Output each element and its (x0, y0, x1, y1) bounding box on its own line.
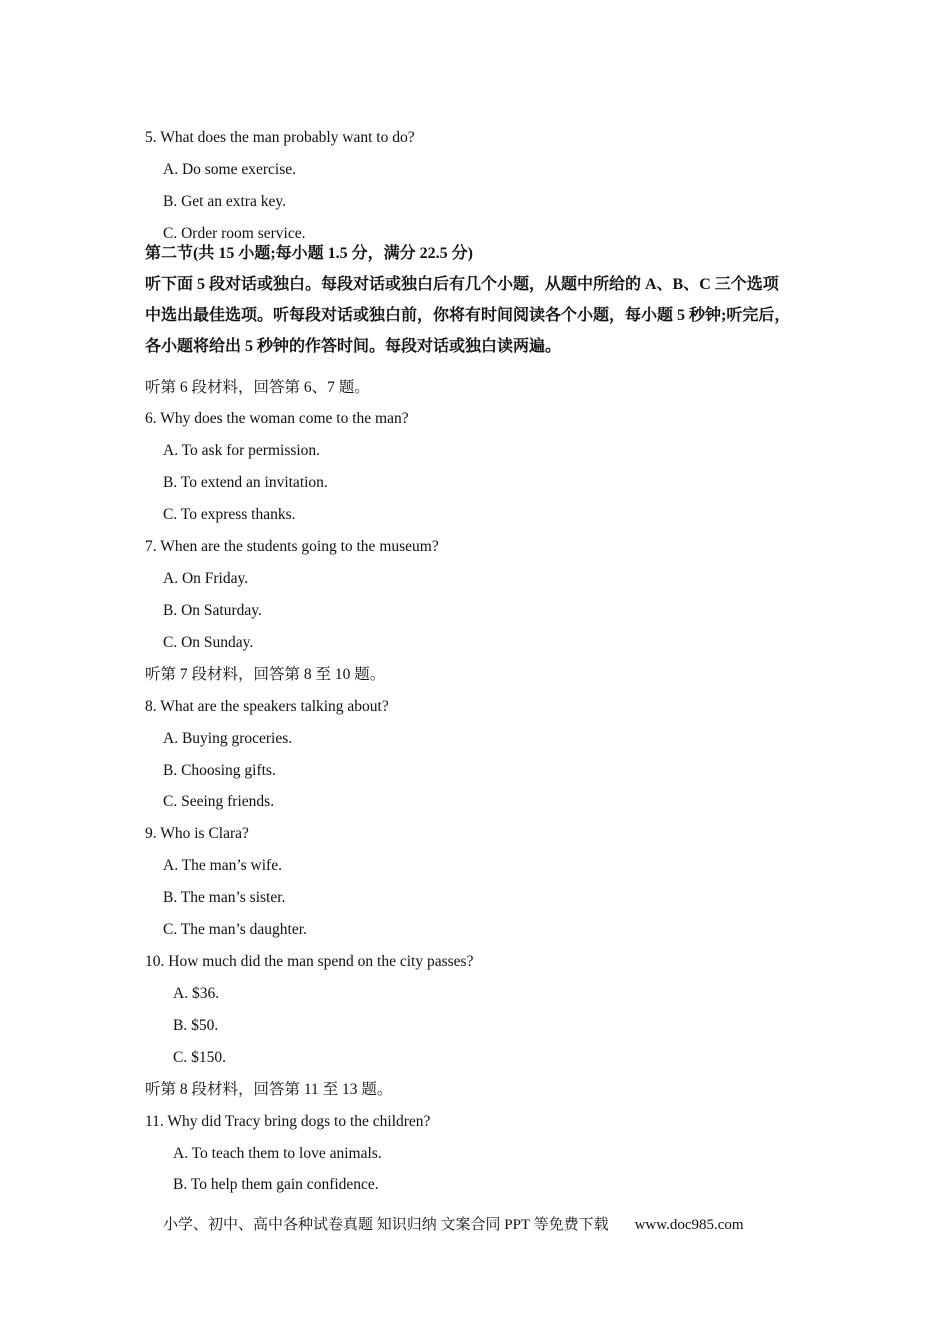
q5-question: 5. What does the man probably want to do? (145, 129, 415, 146)
q8-option-a: A. Buying groceries. (163, 730, 293, 747)
material-8-heading: 听第 8 段材料，回答第 11 至 13 题。 (145, 1081, 393, 1098)
q8-option-c: C. Seeing friends. (163, 793, 275, 810)
q6-option-c: C. To express thanks. (163, 506, 296, 523)
q5-option-c: C. Order room service. (163, 225, 306, 242)
q10-question: 10. How much did the man spend on the city passes? (145, 953, 474, 970)
section2-instruction-3: 各小题将给出 5 秒钟的作答时间。每段对话或独白读两遍。 (145, 338, 562, 355)
material-7-heading: 听第 7 段材料，回答第 8 至 10 题。 (145, 666, 386, 683)
section2-heading: 第二节(共 15 小题;每小题 1.5 分，满分 22.5 分) (145, 245, 473, 262)
q8-question: 8. What are the speakers talking about? (145, 698, 389, 715)
footer-url[interactable]: www.doc985.com (634, 1217, 744, 1233)
q9-option-a: A. The man’s wife. (163, 857, 282, 874)
q10-option-a: A. $36. (173, 985, 220, 1002)
q6-question: 6. Why does the woman come to the man? (145, 410, 409, 427)
q9-question: 9. Who is Clara? (145, 825, 249, 842)
section2-instruction-2: 中选出最佳选项。听每段对话或独白前，你将有时间阅读各个小题，每小题 5 秒钟;听完后， (145, 307, 791, 324)
q5-option-a: A. Do some exercise. (163, 161, 296, 178)
q7-option-c: C. On Sunday. (163, 634, 254, 651)
q11-option-b: B. To help them gain confidence. (173, 1176, 379, 1193)
q10-option-c: C. $150. (173, 1049, 226, 1066)
q10-option-b: B. $50. (173, 1017, 219, 1034)
footer-text: 小学、初中、高中各种试卷真题 知识归纳 文案合同 PPT 等免费下载 (163, 1217, 609, 1233)
q7-option-b: B. On Saturday. (163, 602, 262, 619)
q8-option-b: B. Choosing gifts. (163, 762, 276, 779)
q9-option-c: C. The man’s daughter. (163, 921, 307, 938)
q7-question: 7. When are the students going to the museum? (145, 538, 439, 555)
q11-question: 11. Why did Tracy bring dogs to the children? (145, 1113, 431, 1130)
page-footer (163, 1213, 744, 1234)
material-6-heading: 听第 6 段材料，回答第 6、7 题。 (145, 379, 370, 396)
q9-option-b: B. The man’s sister. (163, 889, 286, 906)
q5-option-b: B. Get an extra key. (163, 193, 286, 210)
q6-option-a: A. To ask for permission. (163, 442, 321, 459)
section2-instruction-1: 听下面 5 段对话或独白。每段对话或独白后有几个小题，从题中所给的 A、B、C 三个选项 (145, 276, 779, 293)
q6-option-b: B. To extend an invitation. (163, 474, 328, 491)
q7-option-a: A. On Friday. (163, 570, 249, 587)
q11-option-a: A. To teach them to love animals. (173, 1145, 382, 1162)
